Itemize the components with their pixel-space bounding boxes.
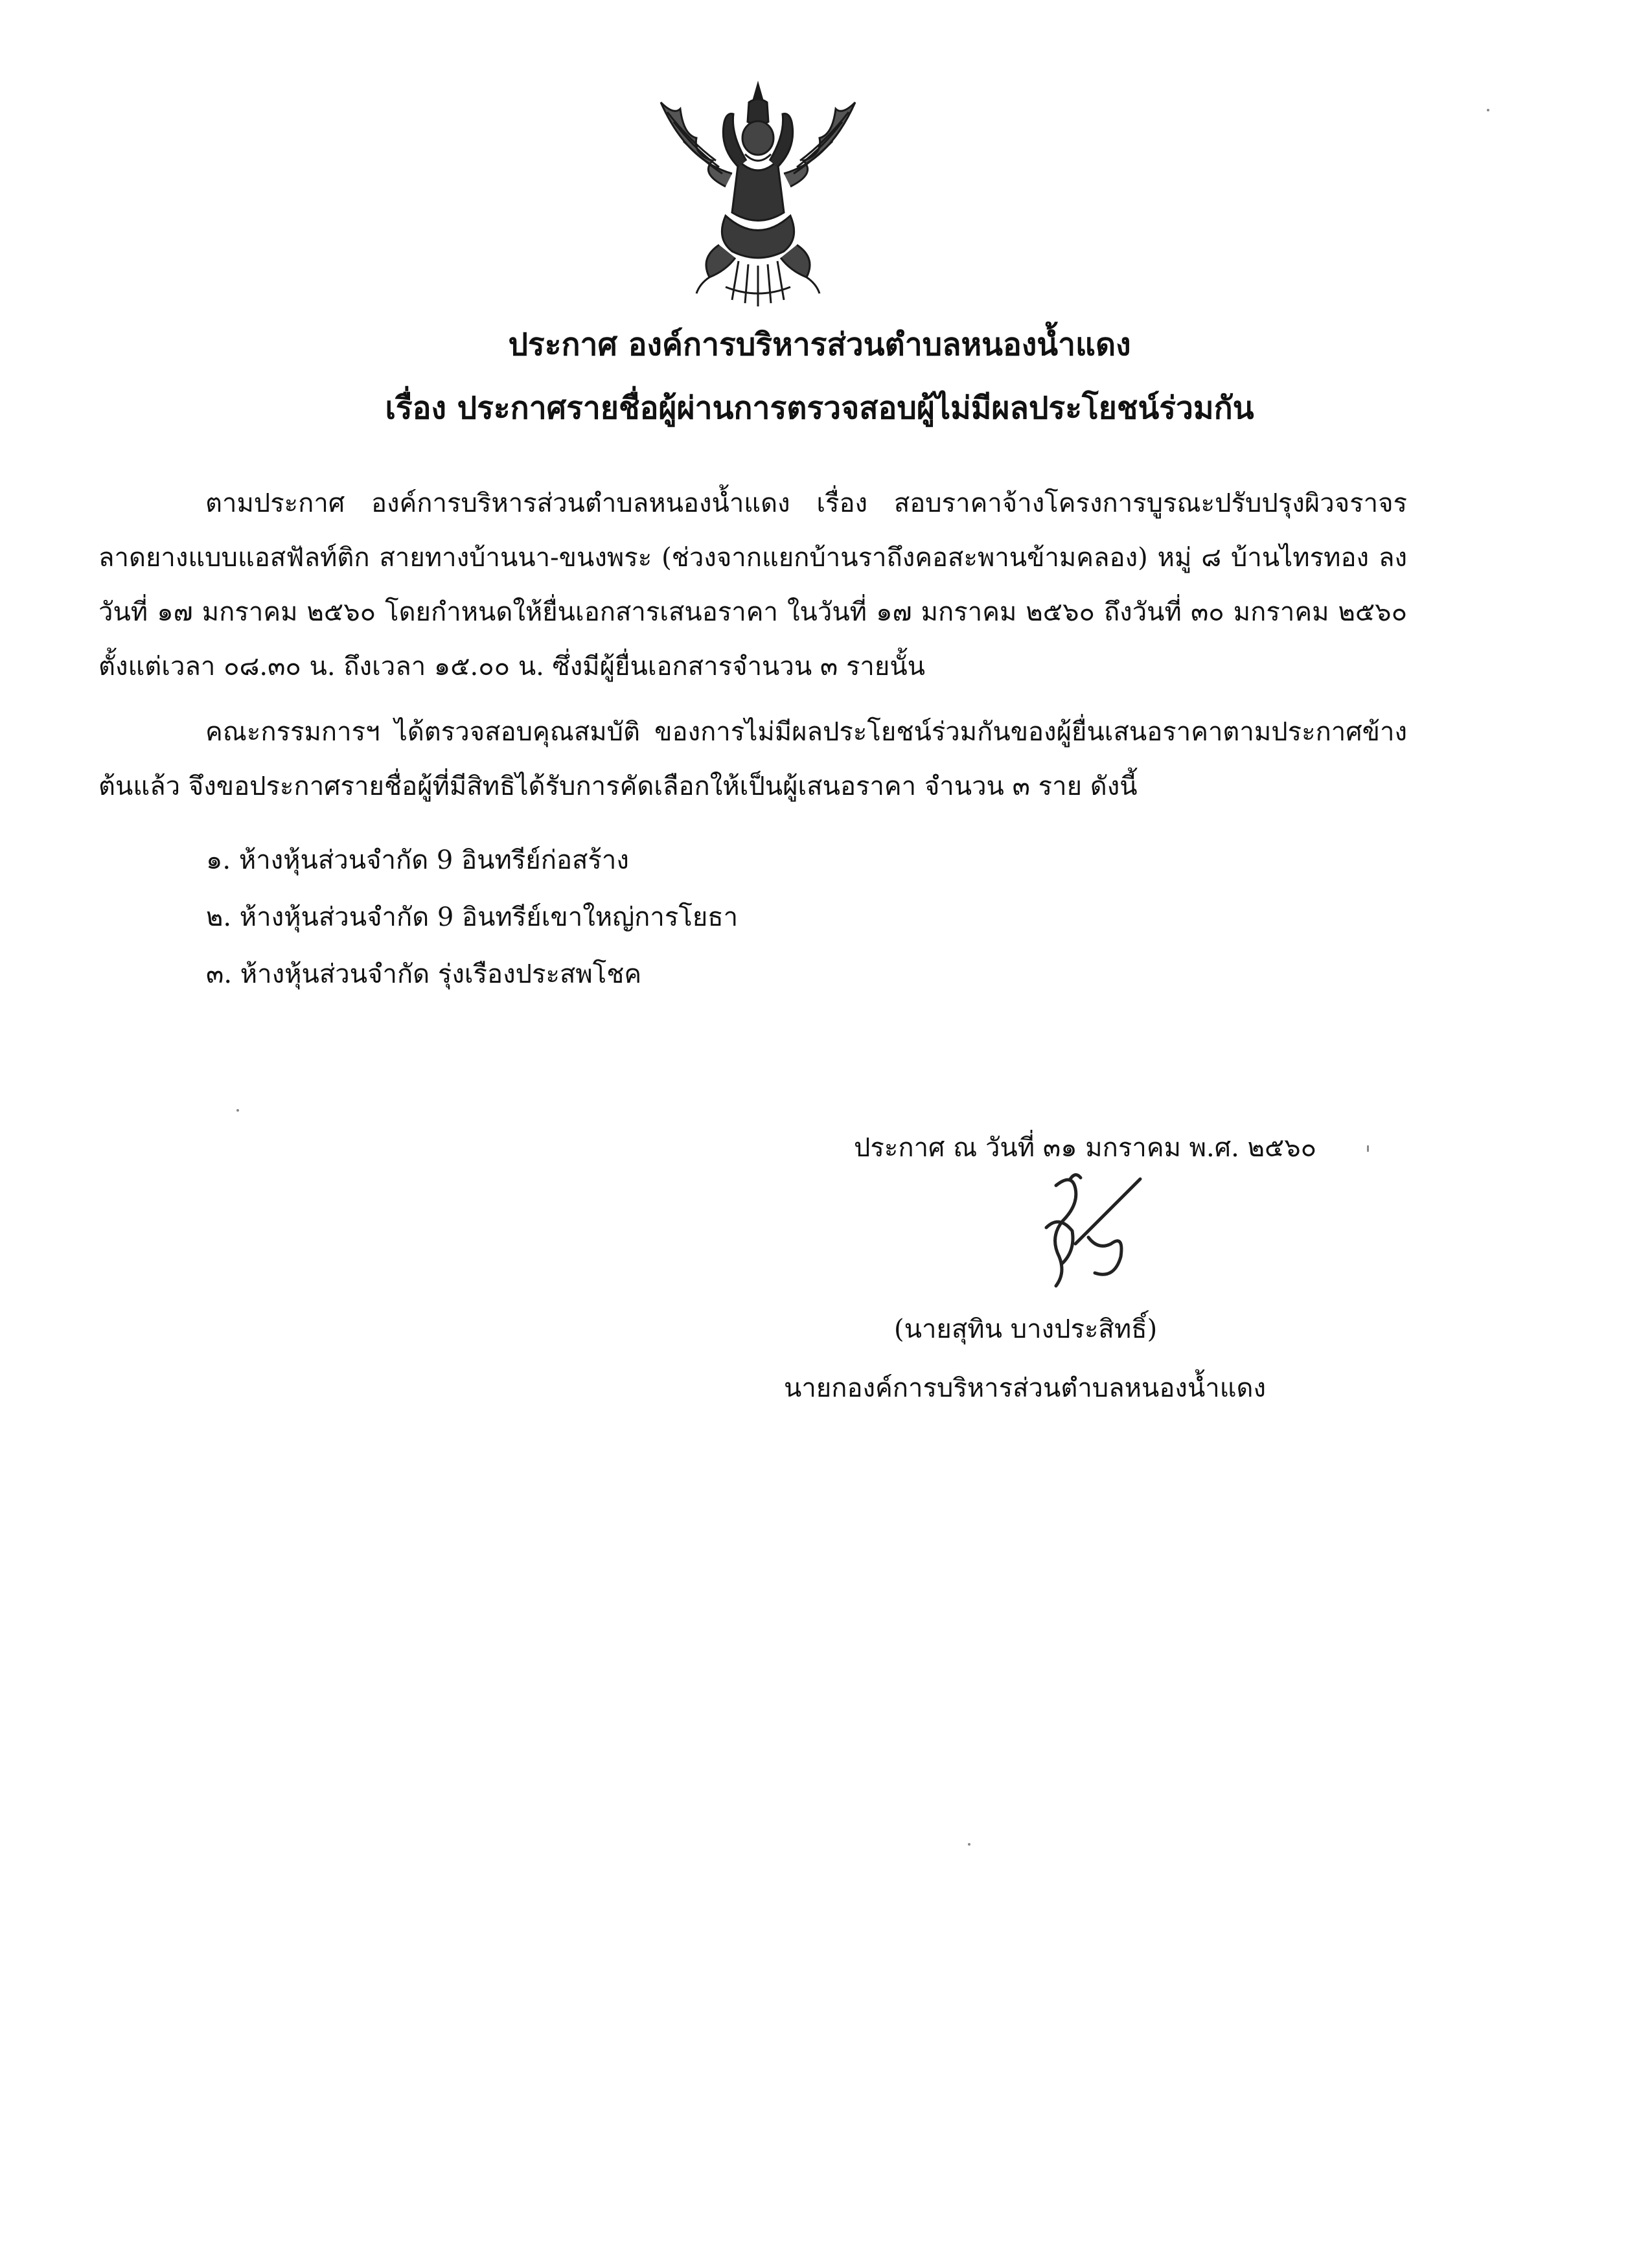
paragraph-text: ตามประกาศ องค์การบริหารส่วนตำบลหนองน้ำแดง เรื่อง สอบราคาจ้างโครงการบูรณะปรับปรุงผิวจราจรลาดยางแบบแอสฟัลท์ติก สายทางบ้านนา-ขนงพระ (ช่วงจากแยกบ้านราถึงคอสะพานข้ามคลอง) หมู่ ๘ บ้านไทรทอง ลงวันที่ ๑๗ มกราคม ๒๕๖๐ โดยกำหนดให้ยื่นเอกสารเสนอราคา ในวันที่ ๑๗ มกราคม ๒๕๖๐ ถึงวันที่ ๓๐ มกราคม ๒๕๖๐ ตั้งแต่เวลา ๐๘.๓๐ น. ถึงเวลา ๑๕.๐๐ น. ซึ่งมีผู้ยื่นเอกสารจำนวน ๓ รายนั้น — [98, 488, 1407, 682]
list-item: ๑. ห้างหุ้นส่วนจำกัด 9 อินทรีย์ก่อสร้าง — [206, 845, 629, 875]
scan-speck — [1487, 109, 1489, 111]
body-paragraph-2 — [98, 705, 1407, 814]
announcement-title: ประกาศ องค์การบริหารส่วนตำบลหนองน้ำแดง — [508, 326, 1131, 363]
paragraph-text: คณะกรรมการฯ ได้ตรวจสอบคุณสมบัติ ของการไม่มีผลประโยชน์ร่วมกันของผู้ยื่นเสนอราคาตามประกาศข้างต้นแล้ว จึงขอประกาศรายชื่อผู้ที่มีสิทธิได้รับการคัดเลือกให้เป็นผู้เสนอราคา จำนวน ๓ ราย ดังนี้ — [98, 717, 1407, 801]
list-item: ๓. ห้างหุ้นส่วนจำกัด รุ่งเรืองประสพโชค — [206, 959, 642, 989]
list-item: ๒. ห้างหุ้นส่วนจำกัด 9 อินทรีย์เขาใหญ่การโยธา — [206, 902, 739, 932]
body-paragraph-1 — [98, 476, 1407, 694]
signature-icon — [1011, 1160, 1166, 1296]
bidder-list — [206, 832, 738, 1003]
announcement-subject: เรื่อง ประกาศรายชื่อผู้ผ่านการตรวจสอบผู้ไม่มีผลประโยชน์ร่วมกัน — [385, 390, 1254, 426]
scan-speck — [236, 1109, 239, 1112]
announcement-date: ประกาศ ณ วันที่ ๓๑ มกราคม พ.ศ. ๒๕๖๐ — [854, 1133, 1317, 1163]
scan-speck — [1367, 1145, 1369, 1152]
signer-name: (นายสุทิน บางประสิทธิ์) — [894, 1314, 1158, 1344]
garuda-emblem-icon — [648, 76, 868, 310]
scan-speck — [968, 1843, 970, 1846]
signer-position: นายกองค์การบริหารส่วนตำบลหนองน้ำแดง — [784, 1373, 1267, 1403]
